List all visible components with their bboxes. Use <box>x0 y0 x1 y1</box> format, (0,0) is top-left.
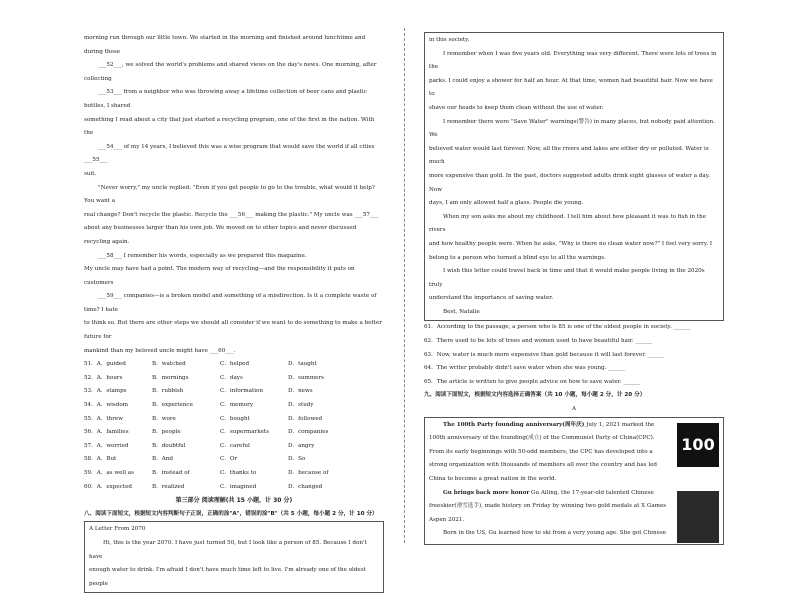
option: B．wore <box>152 415 176 422</box>
letter-signature: Best, Natalie <box>443 308 480 315</box>
left-column <box>84 32 384 593</box>
passage-line: ___59___ companies—is a broken model and something of a misdirection. Is it a complete waste of time? I hate <box>84 293 377 313</box>
part-label: A <box>571 406 577 413</box>
letter-line: enough water to drink. I'm afraid I don't have much time left to live. I'm already one of the oldest people <box>89 567 366 587</box>
passage-line: about any businesses larger than his own job. We moved on to other topics and never discussed recycling again. <box>84 225 357 245</box>
logo-text: 100 <box>681 434 715 454</box>
option-row <box>84 481 384 495</box>
section-instruction: 八、阅读下面短文，根据短文内容判断句子正误，正确的涂"A"，错误的涂"B"（共 5 小题，每小题 2 分，计 10 分） <box>84 510 378 517</box>
news-text: July 1, 2021 marked the 100th anniversary of the founding(成立) of the Communist Party of China(CPC). From its early beginnings with 50-odd members, the CPC has developed into a strong organization with thousands of members all over the country and has led China to become a great nation in the world. <box>429 421 657 482</box>
option: 59．A．as well as <box>84 470 134 476</box>
news-item-gu-ailing <box>429 487 719 543</box>
option: D．taught <box>288 361 317 368</box>
option: C．careful <box>220 442 250 449</box>
passage-line: morning run through our little town. We started in the morning and finished around lunchtime and during those <box>84 35 366 55</box>
option: C．supermarkets <box>220 429 270 436</box>
option: 52．A．hours <box>84 374 123 381</box>
option: 54．A．wisdom <box>84 402 129 409</box>
passage-line: ___53___ from a neighbor who was throwing away a lifetime collection of beer cans and plastic bottles, I shared <box>84 89 367 109</box>
option: D．summers <box>288 374 325 381</box>
section-title: 第三部分 阅读理解(共 15 小题，计 30 分) <box>175 497 293 505</box>
news-item-anniversary <box>429 419 719 487</box>
passage-line: ___58___ I remember his words, especially as we prepared this magazine. <box>98 252 307 259</box>
option: C．thanks to <box>220 470 257 476</box>
option: C．imagined <box>220 483 257 490</box>
option: D．companies <box>288 429 329 436</box>
question: 65．The article is written to give people advice on how to save water. ______ <box>424 378 641 385</box>
letter-line: Hi, this is the year 2070. I have just turned 50, but I look like a person of 85. Because I don't have <box>89 539 367 560</box>
letter-line: in this society. <box>429 37 470 43</box>
option: C．helped <box>220 361 250 368</box>
option: B．doubtful <box>152 442 186 449</box>
option: B．instead of <box>152 470 190 476</box>
letter-line: parks. I could enjoy a shower for half an hour. At that time, women had beautiful hair. Now we have to <box>429 77 713 98</box>
option: B．rubbish <box>152 388 184 395</box>
column-divider <box>404 28 405 543</box>
option: B．people <box>152 429 181 436</box>
option: D．followed <box>288 415 323 422</box>
option: 57．A．worried <box>84 442 129 449</box>
option-row <box>84 385 384 399</box>
letter-line: more expensive than gold. In the past, doctors suggested adults drink eight glasses of water a day. Now <box>429 172 710 193</box>
option: 53．A．stamps <box>84 388 127 395</box>
anniversary-logo-image <box>677 423 719 467</box>
option: C．Or <box>220 456 238 463</box>
letter-box-continued <box>424 32 724 321</box>
passage-line: My uncle may have had a point. The modern way of recycling—and the responsibility it puts on customers <box>84 266 355 286</box>
option-row <box>84 426 384 440</box>
option: B．realized <box>152 483 185 490</box>
letter-line: I remember when I was five years old. Everything was very different. There were lots of trees in the <box>429 50 717 71</box>
options-list <box>84 358 384 494</box>
option: D．changed <box>288 483 323 490</box>
question: 61．According to the passage, a person who is 85 is one of the oldest people in society. ______ <box>424 324 691 331</box>
passage-line: ___54___ of my 14 years, I believed this was a wise program that would save the world if all cities ___55___ <box>84 143 375 164</box>
question-list <box>424 321 724 389</box>
letter-line: and how healthy people were. When he asks, "Why is there no clean water now?" I feel very sorry. I <box>429 240 713 247</box>
question: 64．The writer probably didn't save water when she was young. ______ <box>424 365 626 372</box>
section-instruction: 九、阅读下面短文，根据短文内容选择正确答案（共 10 小题，每小题 2 分，计 20 分） <box>424 392 646 399</box>
option: 55．A．threw <box>84 415 123 422</box>
letter-title: A Letter From 2070 <box>89 526 146 533</box>
question: 62．There used to be lots of trees and women used to have beautiful hair. ______ <box>424 338 653 345</box>
passage-line: real change? Don't recycle the plastic. Recycle the ___56___ making the plastic." My uncle was ___57___ <box>84 211 379 218</box>
letter-line: days, I am only allowed half a glass. People die young. <box>429 200 584 207</box>
letter-box <box>84 521 384 593</box>
news-box <box>424 417 724 545</box>
option: 58．A．But <box>84 456 117 463</box>
letter-line: When my son asks me about my childhood. I tell him about how pleasant it was to fish in the rivers <box>429 213 707 234</box>
passage-line: to think so. But there are other steps we should all consider if we want to do something to make a better future for <box>84 320 382 341</box>
option-row <box>84 372 384 386</box>
option-row <box>84 453 384 467</box>
passage-line: ___52___, we solved the world's problems and shared views on the day's news. One morning, after collecting <box>84 62 377 82</box>
letter-line: shave our heads to keep them clean without the use of water. <box>429 104 604 111</box>
option: D．because of <box>288 470 329 476</box>
option: 56．A．families <box>84 429 129 436</box>
option: 51．A．guided <box>84 361 126 368</box>
option: D．study <box>288 402 314 409</box>
option: C．memory <box>220 402 253 409</box>
passage-line: something I read about a city that just started a recycling program, one of the first in the nation. With the <box>84 116 375 137</box>
option: B．And <box>152 456 173 463</box>
passage-line: suit. <box>84 170 97 177</box>
letter-line: belong to a person who turned a blind eye to all the warnings. <box>429 254 606 261</box>
option: C．information <box>220 388 264 395</box>
option-row <box>84 399 384 413</box>
option: 60．A．expected <box>84 483 132 490</box>
letter-line: understand the importance of saving water. <box>429 295 554 302</box>
news-title: The 100th Party founding anniversary(周年庆) <box>443 421 585 428</box>
option: D．news <box>288 388 313 395</box>
news-title: Gu brings back more honor <box>443 489 530 496</box>
option-row <box>84 467 384 481</box>
right-column <box>424 32 724 545</box>
passage-line: "Never worry," my uncle replied. "Even if you get people to go to the trouble, what would it help? You want a <box>84 184 375 205</box>
option-row <box>84 440 384 454</box>
question: 63．Now, water is much more expensive than gold because it will last forever. ______ <box>424 351 665 358</box>
option: C．days <box>220 374 243 381</box>
news-text: Born in the US, Gu learned how to ski from a very young age. She got Chinese <box>443 530 667 537</box>
letter-line: I remember there were "Save Water" warnings(警告) in many places, but nobody paid attention. We <box>429 118 715 139</box>
letter-line: I wish this letter could travel back in time and that it would make people living in the 2020s truly <box>429 268 705 288</box>
letter-line: believed water would last forever. Now, all the rivers and lakes are either dry or polluted. Water is much <box>429 145 709 166</box>
news-text: Gu Ailing, the 17-year-old talented Chinese freeskier(滑雪选手), made history on Friday by winning two gold medals at X Games Aspen 2021. <box>429 489 667 523</box>
option: D．So <box>288 456 306 463</box>
option: B．experience <box>152 402 193 409</box>
option-row <box>84 413 384 427</box>
skier-photo <box>677 491 719 543</box>
option: B．mornings <box>152 374 189 381</box>
option: C．bought <box>220 415 250 422</box>
option: D．angry <box>288 442 315 449</box>
option-row <box>84 358 384 372</box>
option: B．watched <box>152 361 186 368</box>
passage-line: mankind than my beloved uncle might have ___60___. <box>84 347 236 354</box>
